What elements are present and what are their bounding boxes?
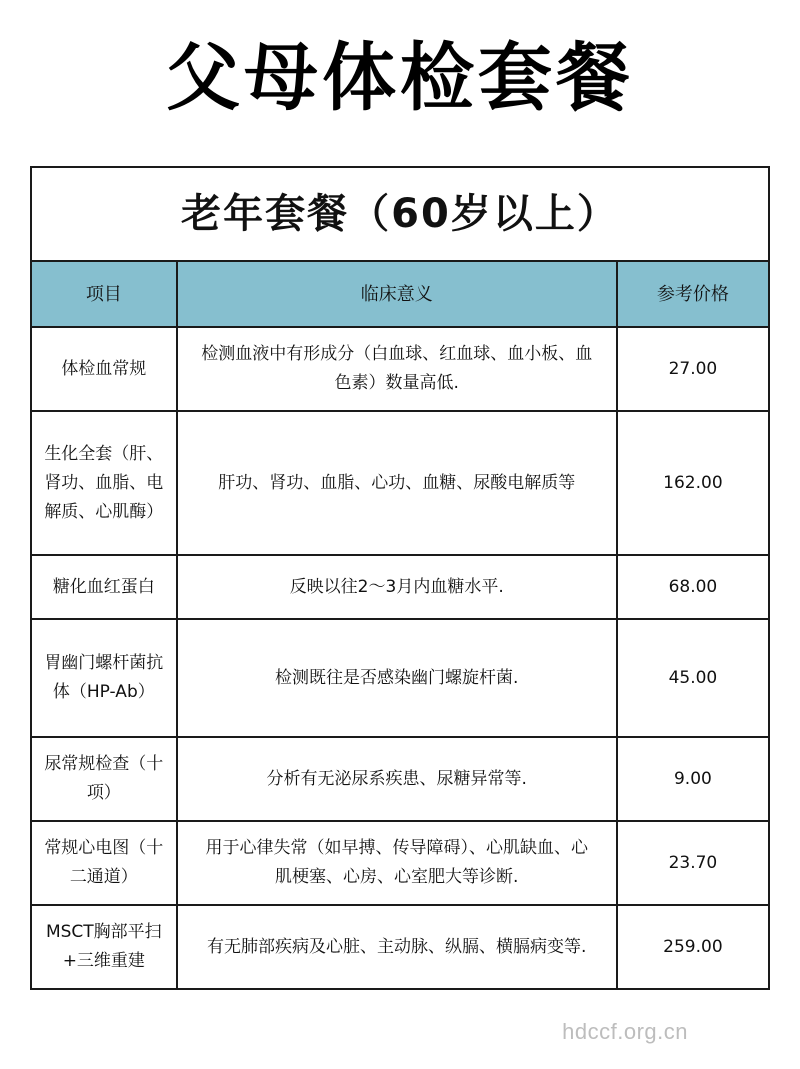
clinical-meaning: 检测既往是否感染幽门螺旋杆菌. (177, 619, 617, 737)
table-row (31, 555, 769, 619)
table-row (31, 905, 769, 989)
item-name: 尿常规检查（十项） (31, 737, 177, 821)
item-name: 胃幽门螺杆菌抗体（HP-Ab） (31, 619, 177, 737)
price: 162.00 (617, 411, 769, 555)
watermark: hdccf.org.cn (562, 1019, 688, 1044)
item-name: MSCT胸部平扫+三维重建 (31, 905, 177, 989)
item-name: 生化全套（肝、肾功、血脂、电解质、心肌酶） (31, 411, 177, 555)
price: 9.00 (617, 737, 769, 821)
item-name: 糖化血红蛋白 (31, 555, 177, 619)
price: 23.70 (617, 821, 769, 905)
package-title: 老年套餐（60岁以上） (31, 167, 769, 261)
table-row (31, 821, 769, 905)
price: 27.00 (617, 327, 769, 411)
clinical-meaning: 肝功、肾功、血脂、心功、血糖、尿酸电解质等 (177, 411, 617, 555)
table-row (31, 327, 769, 411)
header-meaning: 临床意义 (177, 261, 617, 327)
price: 259.00 (617, 905, 769, 989)
table-row (31, 737, 769, 821)
price: 68.00 (617, 555, 769, 619)
package-table (30, 166, 770, 990)
header-price: 参考价格 (617, 261, 769, 327)
item-name: 常规心电图（十二通道） (31, 821, 177, 905)
page-title: 父母体检套餐 (166, 35, 634, 121)
clinical-meaning: 有无肺部疾病及心脏、主动脉、纵膈、横膈病变等. (177, 905, 617, 989)
item-name: 体检血常规 (31, 327, 177, 411)
table-header-row (31, 261, 769, 327)
price: 45.00 (617, 619, 769, 737)
header-item: 项目 (31, 261, 177, 327)
clinical-meaning: 分析有无泌尿系疾患、尿糖异常等. (177, 737, 617, 821)
clinical-meaning: 反映以往2～3月内血糖水平. (177, 555, 617, 619)
package-title-row (31, 167, 769, 261)
table-row (31, 411, 769, 555)
table-row (31, 619, 769, 737)
clinical-meaning: 用于心律失常（如早搏、传导障碍）、心肌缺血、心肌梗塞、心房、心室肥大等诊断. (177, 821, 617, 905)
clinical-meaning: 检测血液中有形成分（白血球、红血球、血小板、血色素）数量高低. (177, 327, 617, 411)
